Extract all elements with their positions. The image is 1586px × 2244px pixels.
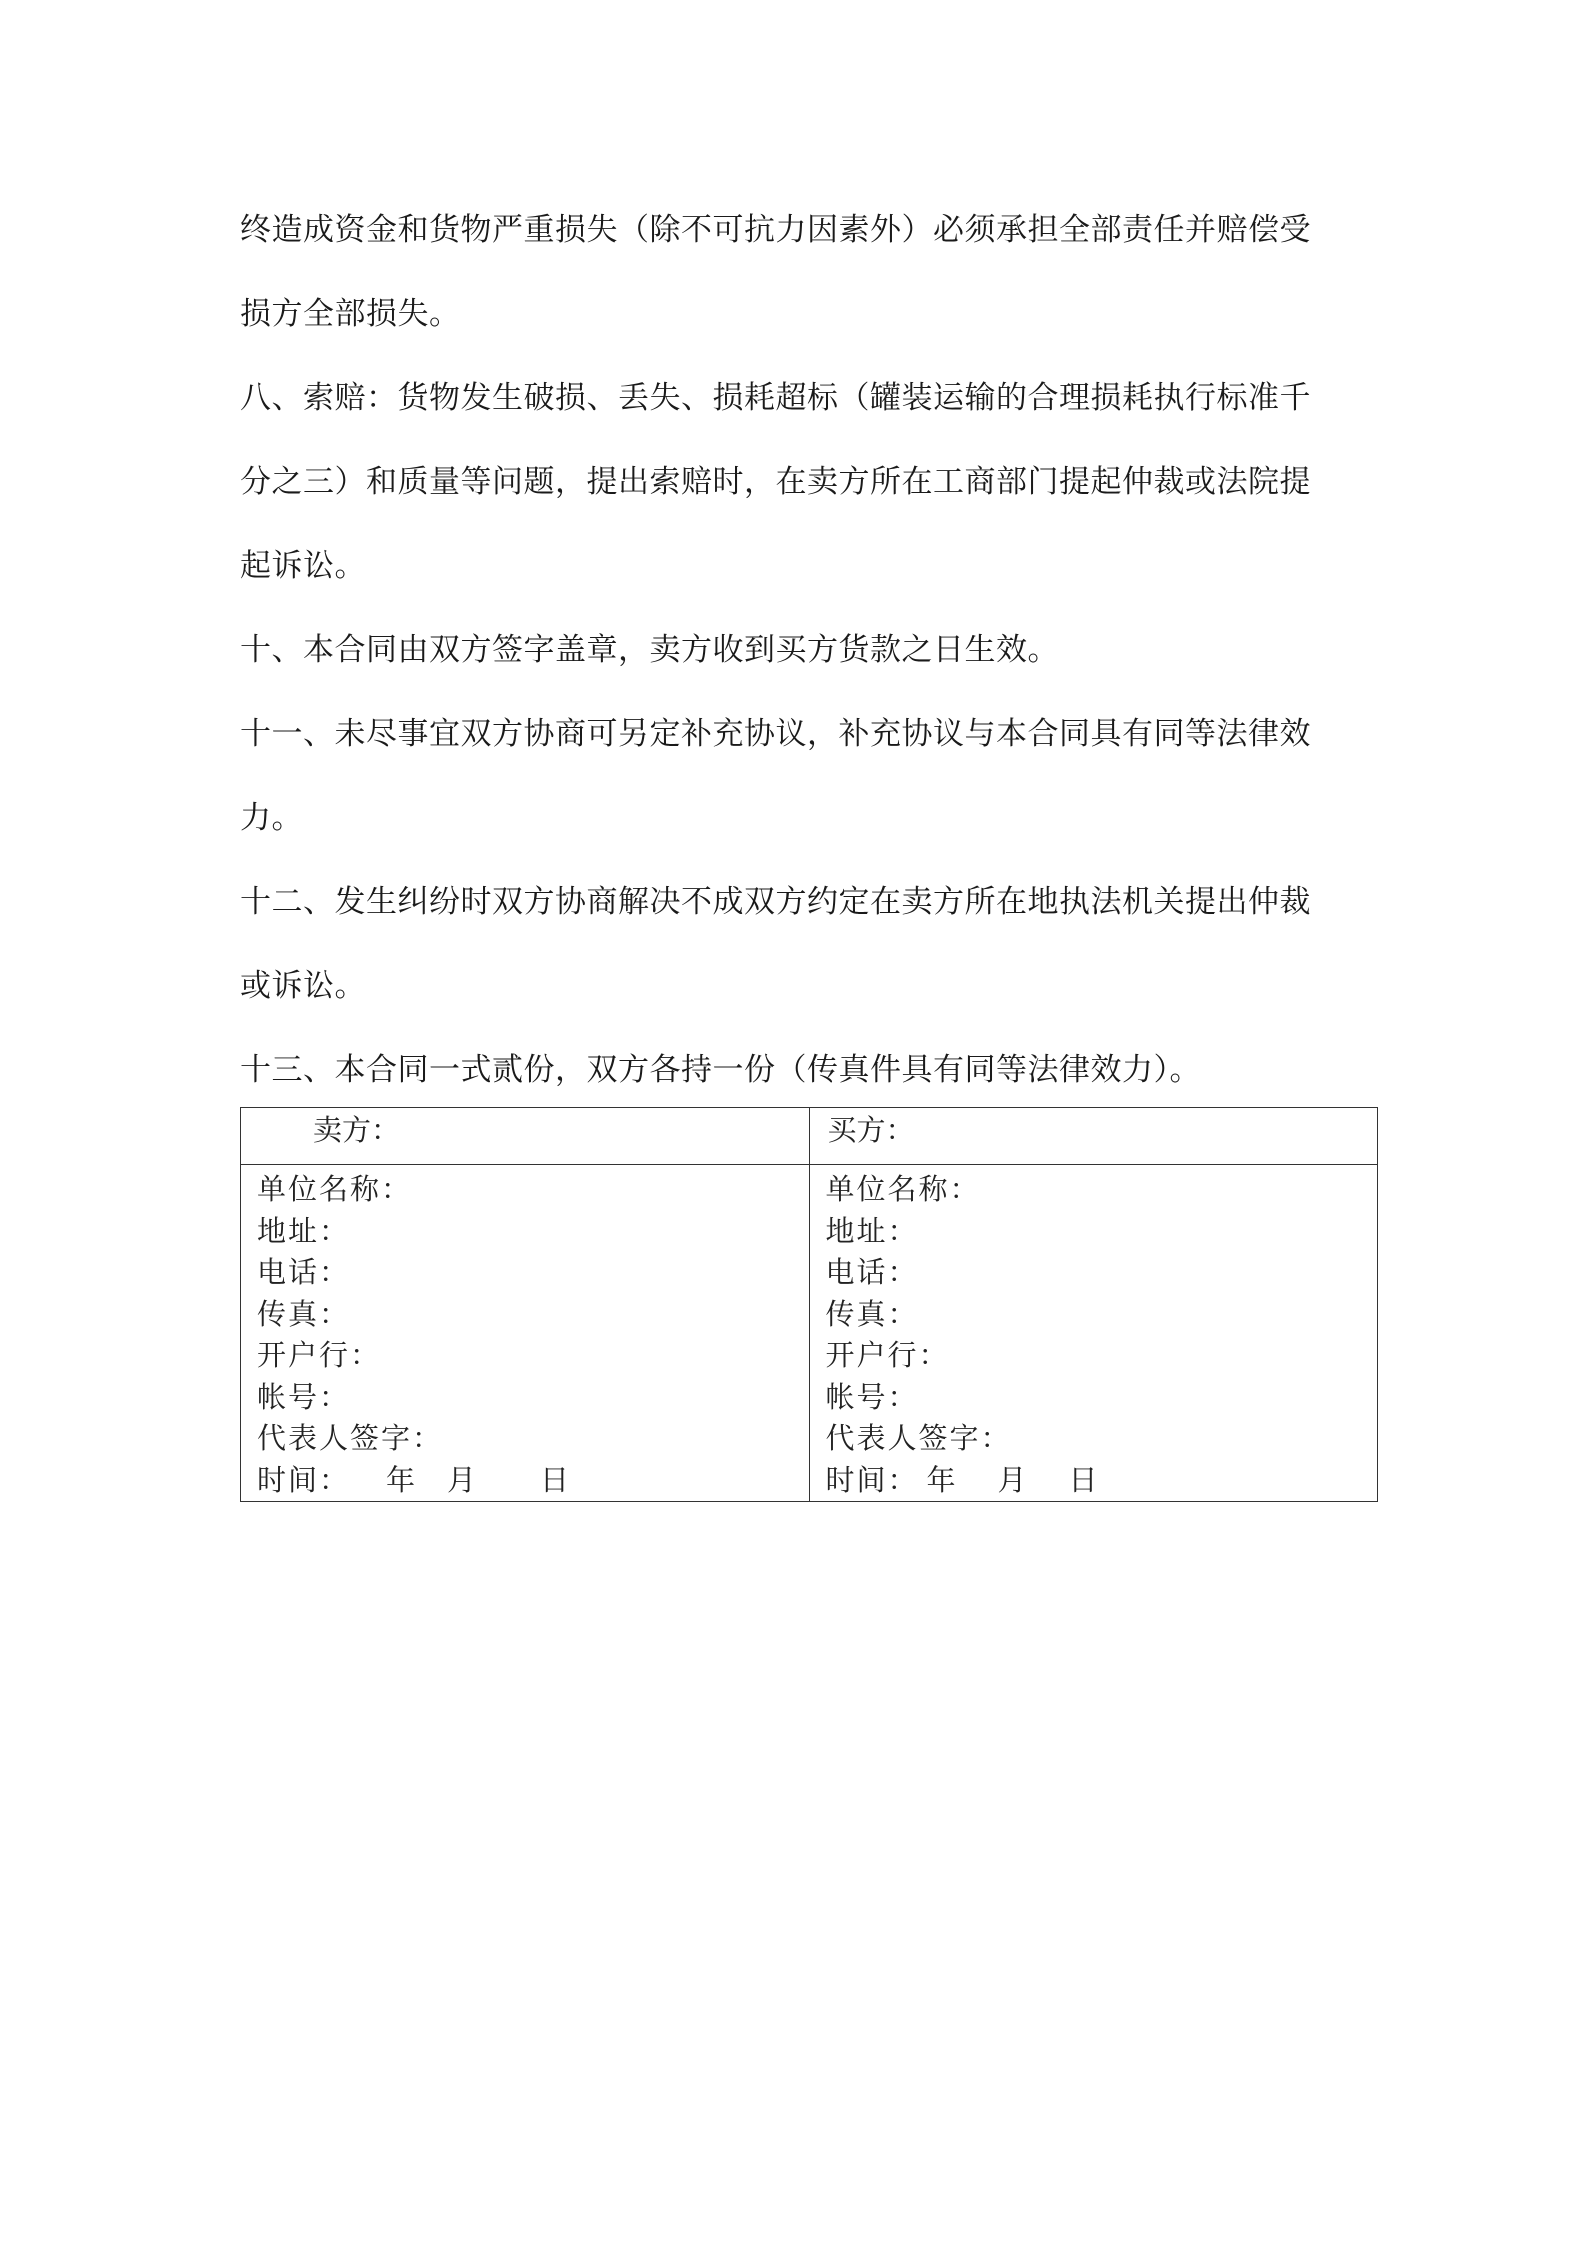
date-label: 时间：	[825, 1462, 919, 1497]
seller-account-field: 帐号：	[257, 1379, 351, 1414]
paragraph-line: 力。	[240, 800, 303, 836]
buyer-header: 买方：	[809, 1108, 1378, 1165]
buyer-company-name-field: 单位名称：	[825, 1172, 981, 1206]
date-month: 月	[447, 1462, 479, 1497]
paragraph-line: 或诉讼。	[240, 968, 366, 1004]
buyer-address-field: 地址：	[825, 1213, 919, 1248]
date-day: 日	[540, 1462, 572, 1497]
signature-table	[240, 1107, 1378, 1502]
seller-phone-field: 电话：	[257, 1255, 351, 1289]
buyer-bank-field: 开户行：	[825, 1338, 950, 1372]
seller-company-name-field: 单位名称：	[257, 1172, 413, 1206]
paragraph-line: 分之三）和质量等问题，提出索赔时，在卖方所在工商部门提起仲裁或法院提	[240, 464, 1311, 500]
clause-8-line: 八、索赔：货物发生破损、丢失、损耗超标（罐装运输的合理损耗执行标准千	[240, 380, 1311, 416]
seller-bank-field: 开户行：	[257, 1338, 382, 1372]
date-day: 日	[1068, 1462, 1100, 1497]
buyer-details	[809, 1165, 1378, 1502]
buyer-signature-field: 代表人签字：	[825, 1421, 1012, 1455]
seller-header: 卖方：	[241, 1108, 810, 1165]
seller-signature-field: 代表人签字：	[257, 1421, 444, 1455]
clause-10-line: 十、本合同由双方签字盖章，卖方收到买方货款之日生效。	[240, 632, 1059, 668]
clause-13-line: 十三、本合同一式贰份，双方各持一份（传真件具有同等法律效力）。	[240, 1052, 1201, 1088]
seller-fax-field: 传真：	[257, 1296, 351, 1331]
seller-address-field: 地址：	[257, 1213, 351, 1248]
clause-12-line: 十二、发生纠纷时双方协商解决不成双方约定在卖方所在地执法机关提出仲裁	[240, 884, 1311, 920]
buyer-date-field	[826, 1460, 1378, 1502]
buyer-fax-field: 传真：	[825, 1296, 919, 1331]
date-year: 年	[386, 1462, 418, 1497]
date-label: 时间：	[257, 1462, 351, 1497]
date-month: 月	[997, 1462, 1029, 1497]
paragraph-line: 损方全部损失。	[240, 296, 461, 332]
clause-11-line: 十一、未尽事宜双方协商可另定补充协议，补充协议与本合同具有同等法律效	[240, 716, 1311, 752]
seller-details	[241, 1165, 810, 1502]
seller-date-field	[257, 1460, 809, 1502]
buyer-account-field: 帐号：	[825, 1379, 919, 1414]
contract-text	[240, 200, 1360, 1124]
buyer-phone-field: 电话：	[825, 1255, 919, 1289]
date-year: 年	[926, 1462, 958, 1497]
paragraph-line: 起诉讼。	[240, 548, 366, 584]
paragraph-line: 终造成资金和货物严重损失（除不可抗力因素外）必须承担全部责任并赔偿受	[240, 212, 1311, 248]
